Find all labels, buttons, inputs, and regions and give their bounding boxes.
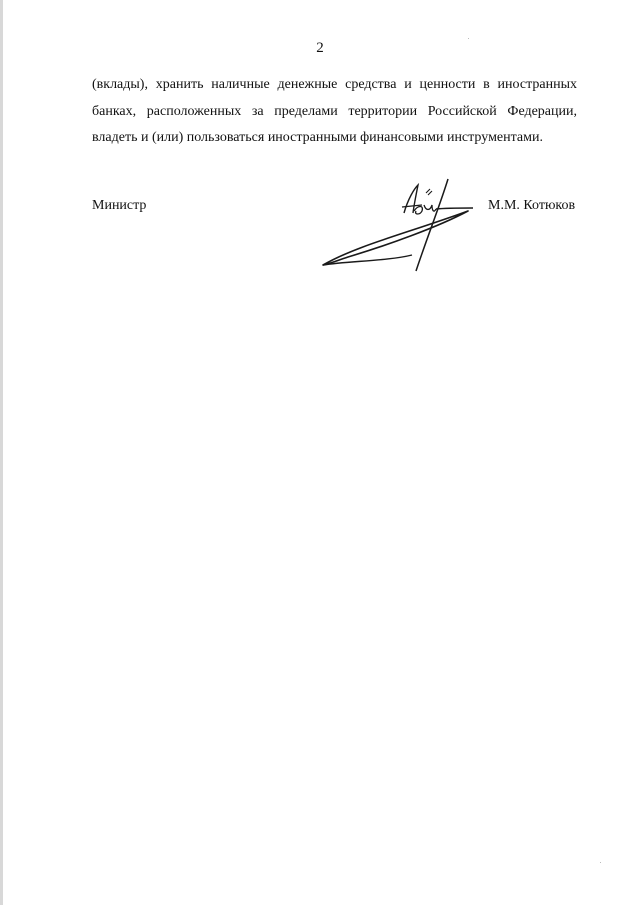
paragraph-line: владеть и (или) пользоваться иностранными финансовыми инструментами.	[92, 130, 543, 145]
scan-speck	[600, 862, 601, 863]
signatory-name: М.М. Котюков	[488, 198, 576, 213]
paragraph-line: банках, расположенных за пределами территории Российской Федерации,	[92, 103, 577, 119]
page-number: 2	[316, 40, 324, 56]
scan-left-edge	[0, 0, 3, 905]
signatory-position: Министр	[92, 198, 147, 213]
paragraph-line: (вклады), хранить наличные денежные средства и ценности в иностранных	[92, 77, 577, 92]
signature-icon	[318, 175, 488, 280]
scan-speck	[468, 38, 469, 39]
paragraph	[92, 72, 577, 152]
